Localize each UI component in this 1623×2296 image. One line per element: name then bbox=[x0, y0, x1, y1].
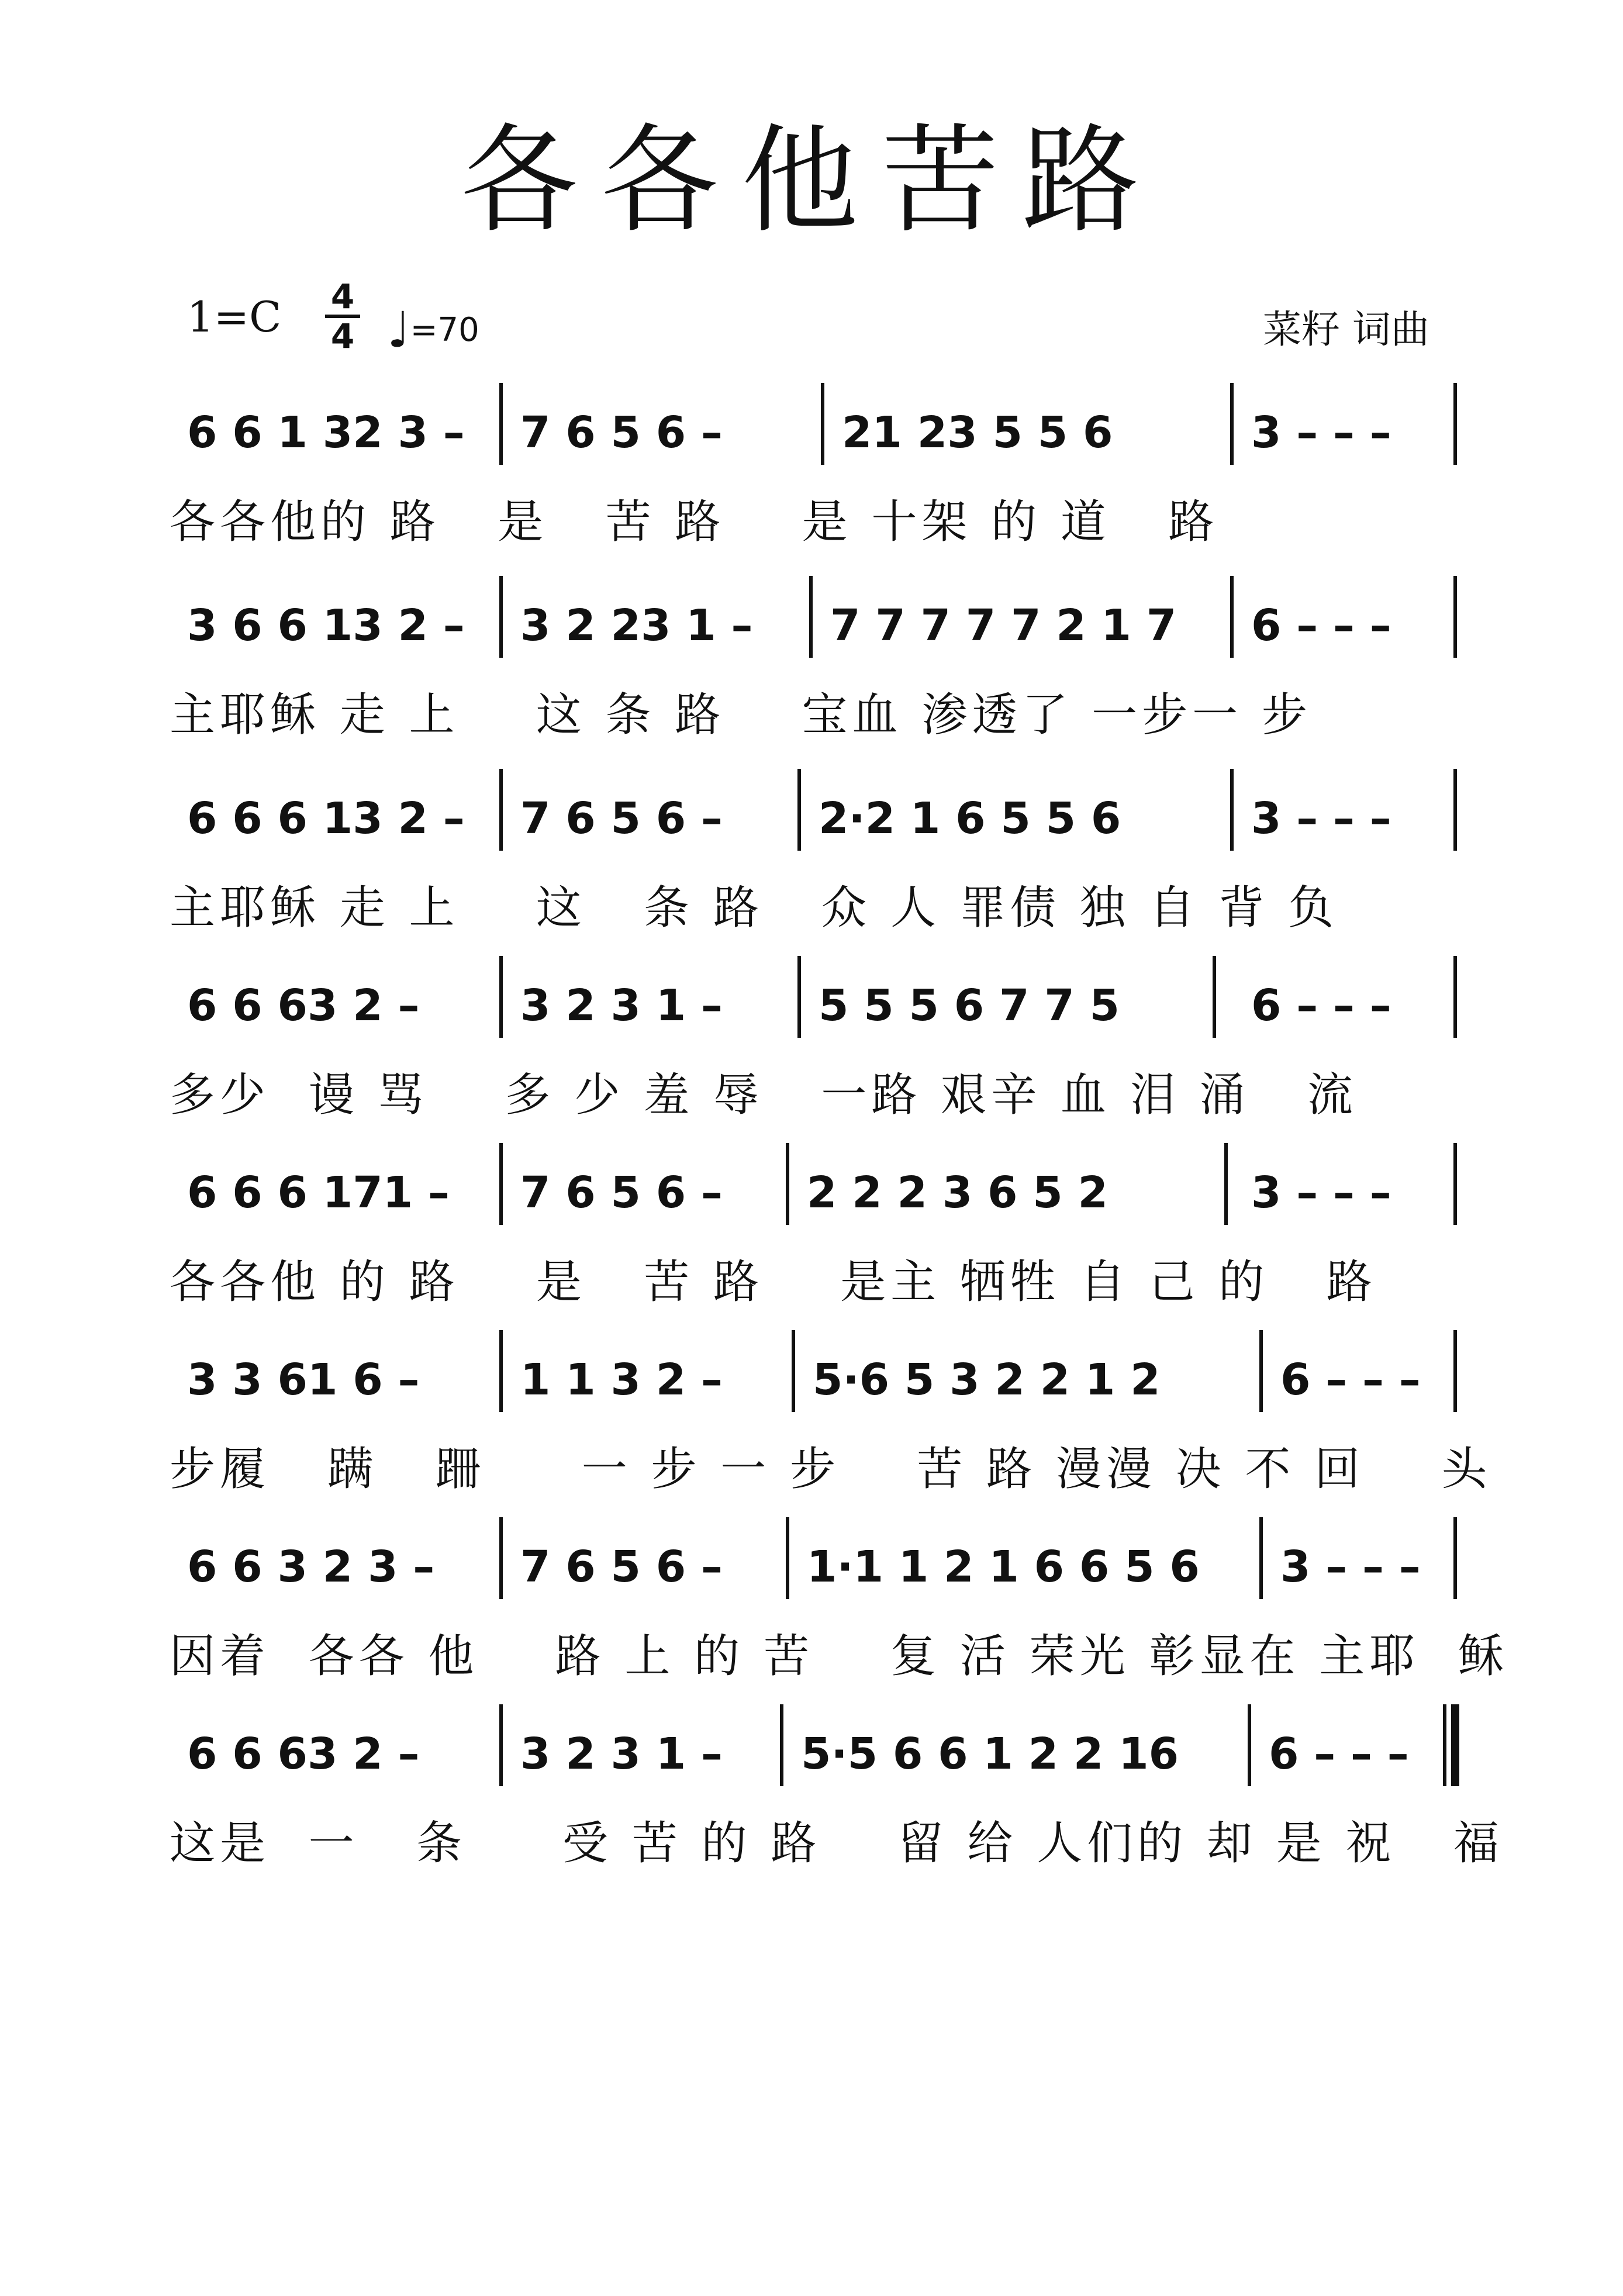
measure: 6 6 63 2 – bbox=[187, 1729, 420, 1779]
lyrics-line: 因着 各各 他 路 上 的 苦 复 活 荣光 彰显在 主耶 稣 bbox=[170, 1630, 1508, 1683]
barline bbox=[1453, 576, 1457, 658]
measure: 6 – – – bbox=[1251, 600, 1391, 651]
barline bbox=[1453, 1517, 1457, 1599]
lyrics-line: 主耶稣 走 上 这 条 路 众 人 罪债 独 自 背 负 bbox=[170, 882, 1339, 934]
measure: 7 6 5 6 – bbox=[520, 1542, 723, 1592]
measure: 1·1 1 2 1 6 6 5 6 bbox=[807, 1542, 1200, 1592]
measure: 7 6 5 6 – bbox=[520, 793, 723, 844]
quarter-note-icon: ♩ bbox=[387, 301, 410, 358]
measure: 6 6 6 171 – bbox=[187, 1168, 450, 1218]
barline bbox=[1213, 956, 1216, 1038]
measure: 7 6 5 6 – bbox=[520, 408, 723, 458]
barline bbox=[1453, 383, 1457, 465]
time-signature bbox=[325, 277, 360, 356]
notation-row bbox=[0, 1321, 1623, 1432]
composer-credit: 菜籽 词曲 bbox=[1263, 307, 1429, 352]
measure: 5 5 5 6 7 7 5 bbox=[819, 980, 1120, 1031]
notation-row bbox=[0, 567, 1623, 678]
measure: 6 6 6 13 2 – bbox=[187, 793, 465, 844]
measure: 3 6 6 13 2 – bbox=[187, 600, 465, 651]
measure: 2 2 2 3 6 5 2 bbox=[807, 1168, 1109, 1218]
measure: 6 6 63 2 – bbox=[187, 980, 420, 1031]
measure: 6 – – – bbox=[1280, 1355, 1421, 1405]
measure: 5·6 5 3 2 2 1 2 bbox=[813, 1355, 1161, 1405]
barline bbox=[1453, 1143, 1457, 1225]
measure: 6 6 1 32 3 – bbox=[187, 408, 465, 458]
barline bbox=[1453, 1330, 1457, 1412]
time-signature-bottom: 4 bbox=[330, 316, 355, 356]
measure: 3 – – – bbox=[1280, 1542, 1421, 1592]
notation-row bbox=[0, 1134, 1623, 1245]
tempo-value: =70 bbox=[410, 311, 479, 349]
lyrics-line: 这是 一 条 受 苦 的 路 留 给 人们的 却 是 祝 福 bbox=[170, 1817, 1504, 1870]
notation-row bbox=[0, 760, 1623, 871]
measure: 21 23 5 5 6 bbox=[842, 408, 1113, 458]
score-system-5 bbox=[0, 1134, 1623, 1310]
score-system-6 bbox=[0, 1321, 1623, 1497]
measure: 7 6 5 6 – bbox=[520, 1168, 723, 1218]
barline bbox=[1443, 1704, 1446, 1786]
notation-row bbox=[0, 374, 1623, 485]
lyrics-line: 步履 蹒 跚 一 步 一 步 苦 路 漫漫 决 不 回 头 bbox=[170, 1443, 1492, 1496]
score-system-7 bbox=[0, 1508, 1623, 1684]
measure: 6 6 3 2 3 – bbox=[187, 1542, 435, 1592]
measure: 3 – – – bbox=[1251, 1168, 1391, 1218]
measure: 5·5 6 6 1 2 2 16 bbox=[801, 1729, 1179, 1779]
score-system-2 bbox=[0, 567, 1623, 743]
score-system-3 bbox=[0, 760, 1623, 935]
song-title: 各各他苦路 bbox=[460, 113, 1162, 249]
key-signature: 1=C bbox=[187, 292, 282, 341]
measure: 1 1 3 2 – bbox=[520, 1355, 723, 1405]
notation-row bbox=[0, 1508, 1623, 1620]
notation-row bbox=[0, 947, 1623, 1058]
measure: 3 2 3 1 – bbox=[520, 1729, 723, 1779]
measure: 6 – – – bbox=[1251, 980, 1391, 1031]
final-barline bbox=[1451, 1704, 1459, 1786]
lyrics-line: 各各他 的 路 是 苦 路 是主 牺牲 自 己 的 路 bbox=[170, 1256, 1377, 1308]
score-system-1 bbox=[0, 374, 1623, 550]
measure: 3 2 23 1 – bbox=[520, 600, 753, 651]
lyrics-line: 多少 谩 骂 多 少 羞 辱 一路 艰辛 血 泪 涌 流 bbox=[170, 1069, 1358, 1121]
measure: 3 – – – bbox=[1251, 408, 1391, 458]
measure: 2·2 1 6 5 5 6 bbox=[819, 793, 1121, 844]
measure: 6 – – – bbox=[1269, 1729, 1409, 1779]
barline bbox=[1453, 769, 1457, 851]
measure: 3 – – – bbox=[1251, 793, 1391, 844]
lyrics-line: 主耶稣 走 上 这 条 路 宝血 渗透了 一步一 步 bbox=[170, 689, 1312, 741]
measure: 3 2 3 1 – bbox=[520, 980, 723, 1031]
barline bbox=[1224, 1143, 1228, 1225]
tempo-marking bbox=[387, 295, 479, 358]
score-system-4 bbox=[0, 947, 1623, 1123]
notation-row bbox=[0, 1696, 1623, 1807]
measure: 3 3 61 6 – bbox=[187, 1355, 420, 1405]
measure: 7 7 7 7 7 2 1 7 bbox=[830, 600, 1177, 651]
barline bbox=[1453, 956, 1457, 1038]
score-system-8 bbox=[0, 1696, 1623, 1871]
lyrics-line: 各各他的 路 是 苦 路 是 十架 的 道 路 bbox=[170, 496, 1219, 548]
time-signature-top: 4 bbox=[330, 277, 355, 316]
